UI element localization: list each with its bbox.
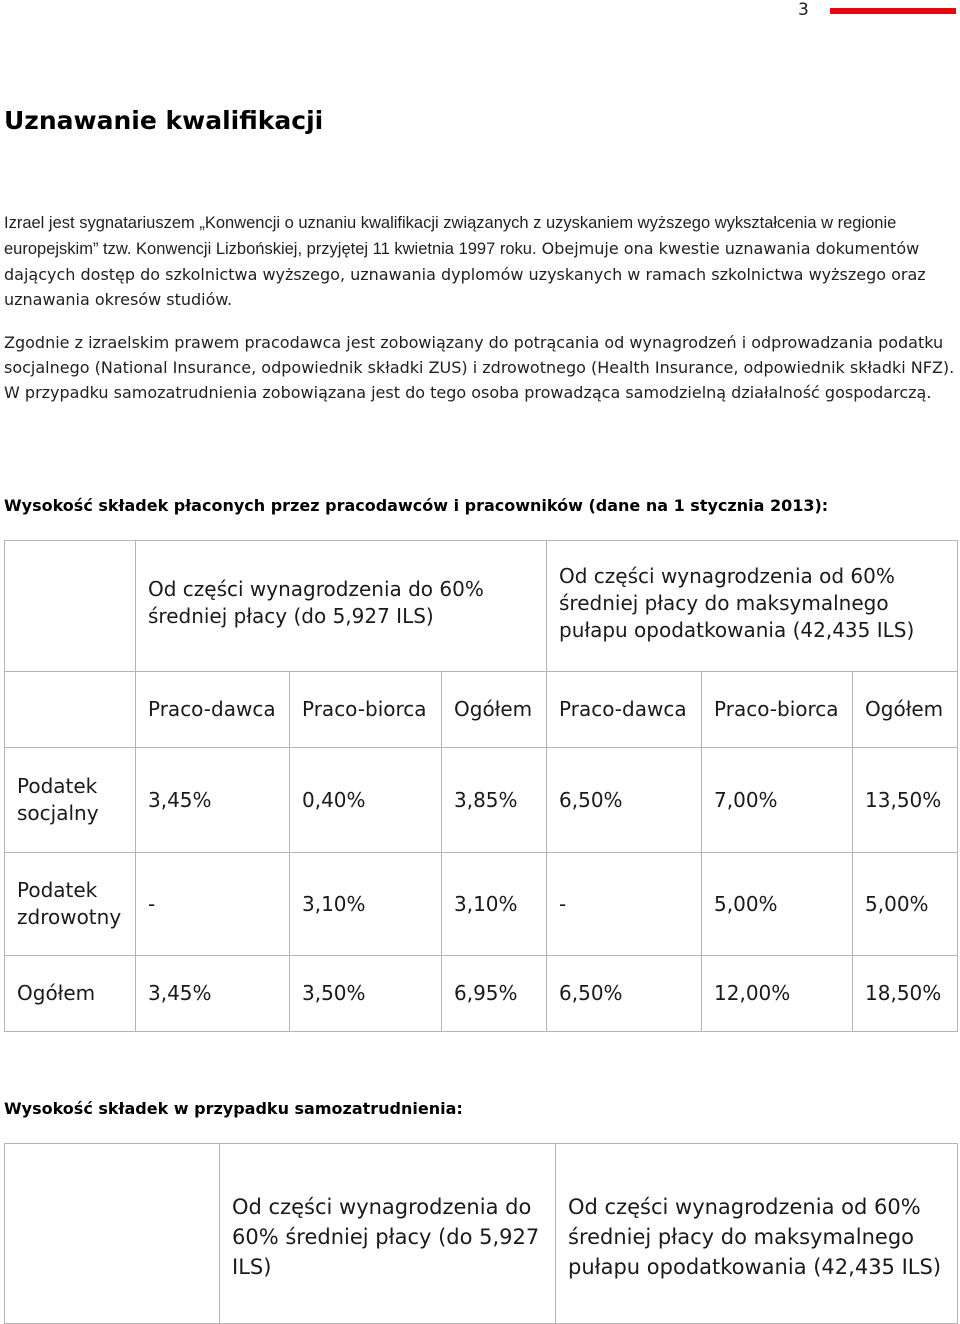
table-row: [5, 541, 958, 672]
table-cell: 3,85%: [442, 748, 547, 853]
table-cell: 3,45%: [136, 956, 290, 1032]
self-employment-table: [4, 1143, 958, 1324]
table-cell: 18,50%: [853, 956, 958, 1032]
table-cell-empty: [5, 1144, 220, 1324]
table-cell: 6,95%: [442, 956, 547, 1032]
table-cell: 0,40%: [290, 748, 442, 853]
page-title: Uznawanie kwalifikacji: [4, 106, 324, 135]
paragraph-recognition-part-2: tzw. Konwencji Lizbońskiej, przyjętej 11 kwietnia 1997 roku.: [98, 240, 537, 258]
page-number: 3: [798, 0, 809, 20]
table-cell: 3,10%: [442, 853, 547, 956]
column-header: Ogółem: [442, 672, 547, 748]
table-cell: 3,10%: [290, 853, 442, 956]
row-label: Ogółem: [5, 956, 136, 1032]
table-cell: 3,50%: [290, 956, 442, 1032]
table-cell: 13,50%: [853, 748, 958, 853]
column-header: Ogółem: [853, 672, 958, 748]
table-cell: 12,00%: [702, 956, 853, 1032]
table-row: [5, 956, 958, 1032]
group-header-high: Od części wynagrodzenia od 60% średniej płacy do maksymalnego pułapu opodatkowania (42,435 ILS): [556, 1144, 958, 1324]
table-cell: 7,00%: [702, 748, 853, 853]
paragraph-recognition-part-1: Izrael jest sygnatariuszem „Konwencji o uznaniu kwalifikacji związanych z uzyskaniem wyższego wykształcenia w regionie europejskim”: [4, 214, 897, 258]
contributions-table: [4, 540, 958, 1032]
group-header-low: Od części wynagrodzenia do 60% średniej płacy (do 5,927 ILS): [220, 1144, 556, 1324]
table-cell: 6,50%: [547, 956, 702, 1032]
column-header: Praco-biorca: [290, 672, 442, 748]
table-cell: -: [136, 853, 290, 956]
table-cell: 5,00%: [853, 853, 958, 956]
group-header-high: Od części wynagrodzenia od 60% średniej płacy do maksymalnego pułapu opodatkowania (42,435 ILS): [547, 541, 958, 672]
table-cell: -: [547, 853, 702, 956]
column-header: Praco-dawca: [547, 672, 702, 748]
row-label: Podatek socjalny: [5, 748, 136, 853]
column-header: Praco-biorca: [702, 672, 853, 748]
table-row: [5, 853, 958, 956]
table1-heading: Wysokość składek płaconych przez pracodawców i pracowników (dane na 1 stycznia 2013):: [4, 496, 829, 515]
header-accent-bar: [830, 8, 956, 14]
table-cell-empty: [5, 672, 136, 748]
table-row: [5, 1144, 958, 1324]
paragraph-recognition-part-3: Obejmuje ona kwestie uznawania dokumentów dających dostęp do szkolnictwa wyższego, uznawania dyplomów uzyskanych w ramach szkolnictwa wyższego oraz uznawania okresów studiów.: [4, 239, 926, 309]
table-row: [5, 672, 958, 748]
table-row: [5, 748, 958, 853]
paragraph-recognition: [4, 210, 959, 312]
table-cell: 6,50%: [547, 748, 702, 853]
table-cell: 5,00%: [702, 853, 853, 956]
row-label: Podatek zdrowotny: [5, 853, 136, 956]
table-cell-empty: [5, 541, 136, 672]
paragraph-taxes: Zgodnie z izraelskim prawem pracodawca jest zobowiązany do potrącania od wynagrodzeń i odprowadzania podatku socjalnego (National Insurance, odpowiednik składki ZUS) i zdrowotnego (Health Insurance, odpowiednik składki NFZ). W przypadku samozatrudnienia zobowiązana jest do tego osoba prowadząca samodzielną działalność gospodarczą.: [4, 333, 955, 402]
group-header-low: Od części wynagrodzenia do 60% średniej płacy (do 5,927 ILS): [136, 541, 547, 672]
table2-heading: Wysokość składek w przypadku samozatrudnienia:: [4, 1099, 463, 1118]
column-header: Praco-dawca: [136, 672, 290, 748]
table-cell: 3,45%: [136, 748, 290, 853]
